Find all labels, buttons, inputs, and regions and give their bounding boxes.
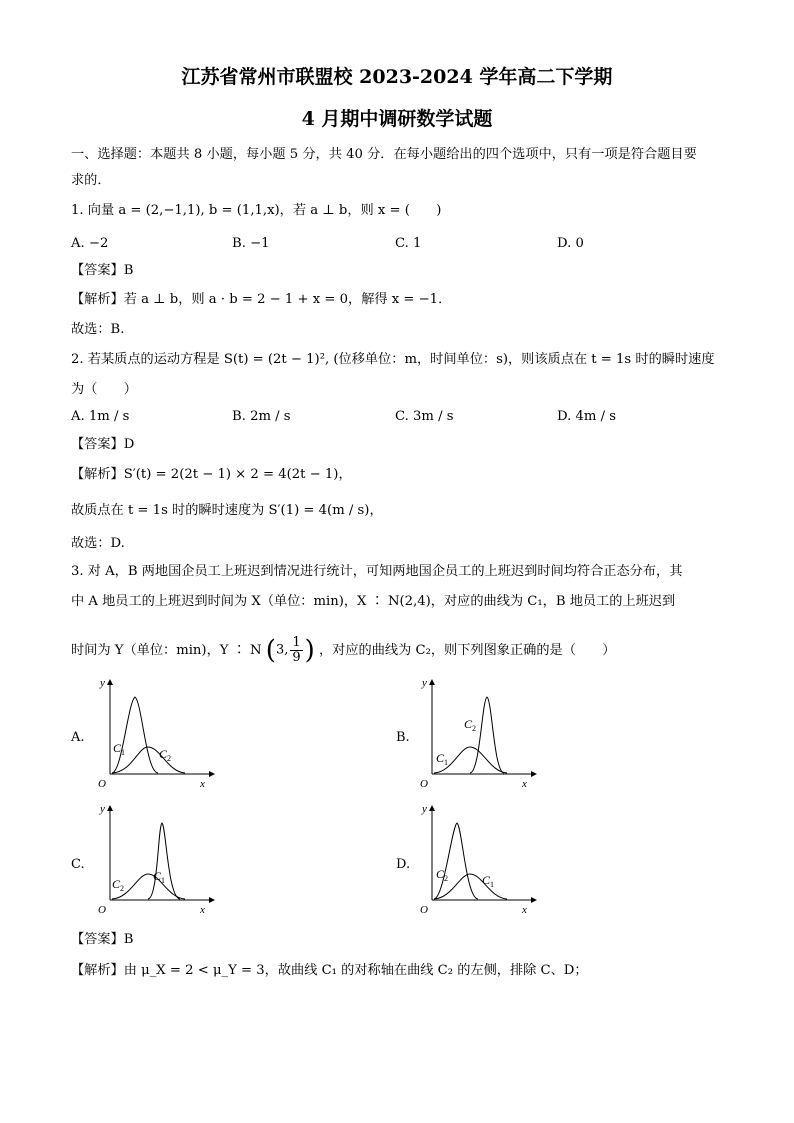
y-axis-label: y	[100, 677, 105, 689]
curve-c2-label: $C_2$	[112, 877, 125, 893]
origin-label: O	[98, 904, 106, 916]
page-title-line2: 4 月期中调研数学试题	[301, 108, 493, 130]
q2-option-c: C. 3m / s	[395, 409, 454, 424]
q3-stem-2: 中 A 地员工的上班迟到时间为 X（单位：min)，X ∶ N(2,4)，对应的曲线为 C₁，B 地员工的上班迟到	[71, 594, 676, 609]
curve-c1-label: $C_1$	[482, 873, 495, 889]
q3-graph-d	[412, 798, 542, 923]
section-heading-cont: 求的．	[71, 173, 111, 188]
q2-stem: 2. 若某质点的运动方程是 S(t) = (2t − 1)², (位移单位：m，时间单位：s)，则该质点在 t = 1s 时的瞬时速度	[71, 352, 715, 367]
curve-c2	[470, 697, 504, 773]
q1-option-c: C. 1	[395, 236, 422, 251]
q3-stem-3-tail: ，对应的曲线为 C₂，则下列图象正确的是（ ）	[318, 643, 616, 658]
q3-graph-a	[90, 672, 220, 797]
curve-c2-label: $C_2$	[159, 747, 172, 763]
x-axis-label: x	[200, 904, 205, 916]
q3-option-a-label: A.	[71, 730, 85, 745]
q2-analysis-2: 故质点在 t = 1s 时的瞬时速度为 S′(1) = 4(m / s)，	[71, 503, 383, 518]
q1-analysis: 【解析】若 a ⊥ b，则 a · b = 2 − 1 + x = 0，解得 x = −1．	[71, 292, 452, 307]
curve-c2-label: $C_2$	[436, 867, 449, 883]
curve-c2-label: $C_2$	[464, 717, 477, 733]
x-axis-label: x	[522, 778, 527, 790]
q3-frac-lead: 3,	[275, 642, 289, 658]
q1-conclusion: 故选：B.	[71, 322, 125, 337]
q3-stem-3	[71, 636, 616, 665]
q3-stem-3-lead: 时间为 Y（单位：min)，Y ∶ N	[71, 643, 262, 658]
q2-answer: 【答案】D	[71, 437, 135, 452]
q3-option-d-label: D.	[396, 857, 411, 872]
q3-option-b-label: B.	[396, 730, 410, 745]
q3-distribution-param: (3, $\frac{1}{9}$ )	[265, 635, 315, 666]
y-axis-label: y	[422, 677, 427, 689]
y-axis-label: y	[100, 803, 105, 815]
q3-frac-den: 9	[292, 650, 301, 665]
curve-c1-label: $C_1$	[436, 751, 449, 767]
origin-label: O	[98, 778, 106, 790]
origin-label: O	[420, 904, 428, 916]
curve-c1-label: $C_1$	[113, 741, 126, 757]
curve-c1	[148, 823, 180, 899]
q3-frac-num: 1	[292, 635, 301, 650]
q3-graph-b	[412, 672, 542, 797]
q1-stem: 1. 向量 a = (2,−1,1), b = (1,1,x)，若 a ⊥ b，则 x = ( )	[71, 203, 442, 218]
x-axis-label: x	[200, 778, 205, 790]
x-axis-label: x	[522, 904, 527, 916]
curve-c1	[112, 697, 158, 773]
q1-answer: 【答案】B	[71, 263, 134, 278]
q1-option-d: D. 0	[557, 236, 584, 251]
curve-c2	[434, 823, 478, 899]
q2-option-a: A. 1m / s	[71, 409, 130, 424]
q2-analysis: 【解析】S′(t) = 2(2t − 1) × 2 = 4(2t − 1)，	[71, 467, 352, 482]
q2-option-d: D. 4m / s	[557, 409, 616, 424]
y-axis-label: y	[422, 803, 427, 815]
q3-answer: 【答案】B	[71, 932, 134, 947]
q2-option-b: B. 2m / s	[232, 409, 291, 424]
q3-stem-1: 3. 对 A，B 两地国企员工上班迟到情况进行统计，可知两地国企员工的上班迟到时间均符合正态分布，其	[71, 564, 683, 579]
q3-analysis: 【解析】由 μ_X = 2 < μ_Y = 3，故曲线 C₁ 的对称轴在曲线 C₂ 的左侧，排除 C、D；	[71, 963, 588, 978]
q1-option-b: B. −1	[232, 236, 270, 251]
q2-stem-cont: 为（ ）	[71, 382, 137, 397]
q3-option-c-label: C.	[71, 857, 85, 872]
page-title-line1: 江苏省常州市联盟校 2023-2024 学年高二下学期	[181, 66, 613, 88]
curve-c1-label: $C_1$	[153, 869, 166, 885]
q3-graph-c	[90, 798, 220, 923]
q2-conclusion: 故选：D.	[71, 536, 125, 551]
section-heading: 一、选择题：本题共 8 小题，每小题 5 分，共 40 分．在每小题给出的四个选项中，只有一项是符合题目要	[71, 147, 697, 162]
q1-option-a: A. −2	[71, 236, 109, 251]
origin-label: O	[420, 778, 428, 790]
